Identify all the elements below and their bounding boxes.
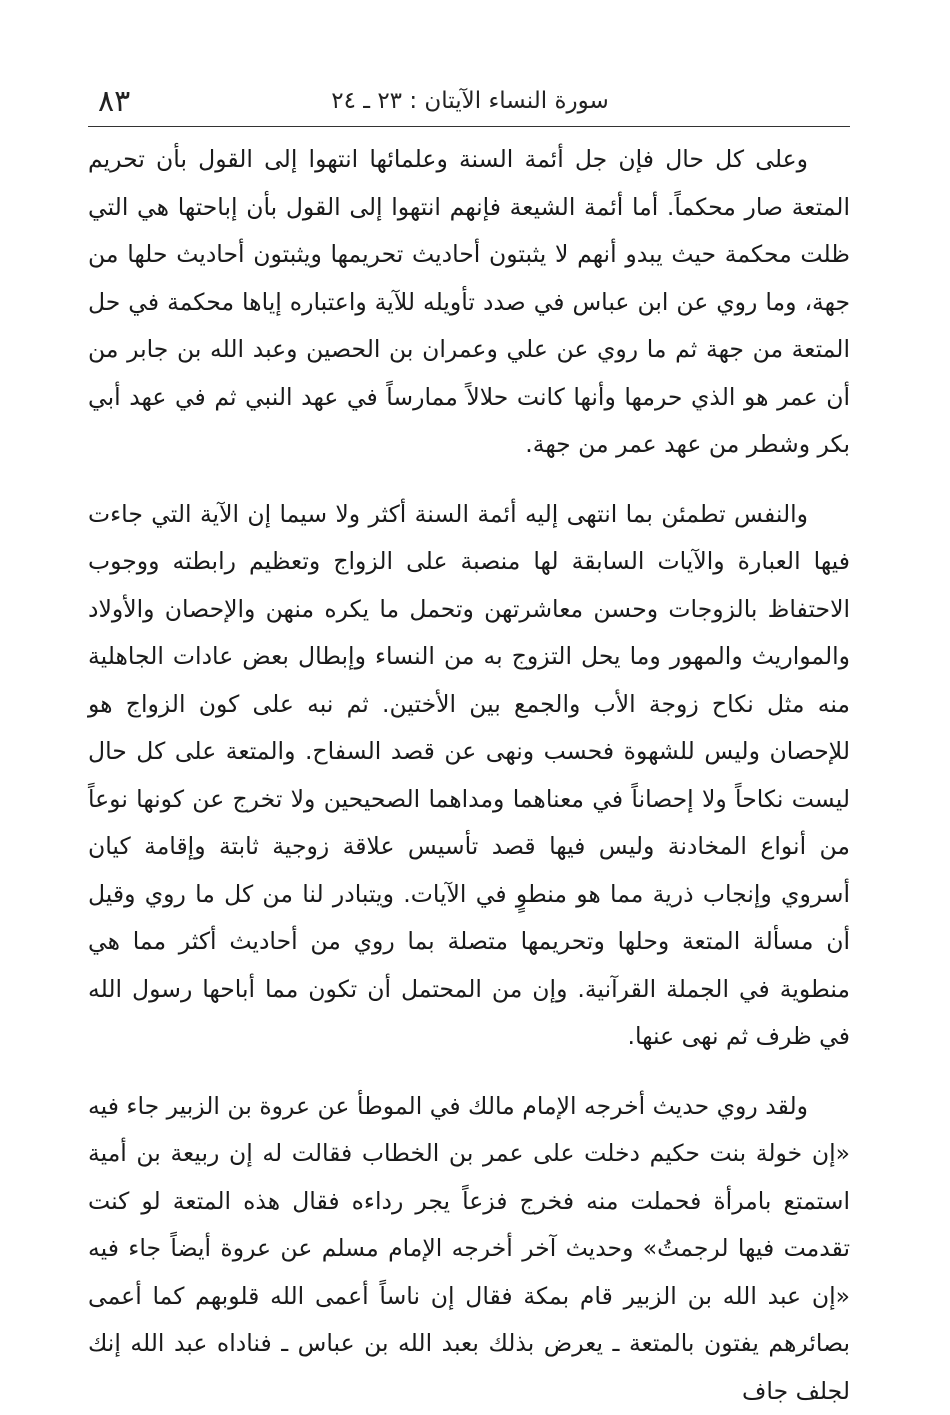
paragraph-3: ولقد روي حديث أخرجه الإمام مالك في الموطأ عن عروة بن الزبير جاء فيه «إن خولة بنت حكيم دخلت على عمر بن الخطاب فقالت له إن ربيعة بن أمية استمتع بامرأة فحملت منه فخرج فزعاً يجر رداءه فقال هذه المتعة لو كنت تقدمت فيها لرجمتُ» وحديث آخر أخرجه الإمام مسلم عن عروة أيضاً جاء فيه «إن عبد الله بن الزبير قام بمكة فقال إن ناساً أعمى الله قلوبهم كما أعمى بصائرهم يفتون بالمتعة ـ يعرض بذلك بعبد الله بن عباس ـ فناداه عبد الله إنك لجلف جاف [88, 1083, 850, 1415]
running-title: سورة النساء الآيتان : ٢٣ ـ ٢٤ [290, 88, 650, 114]
page-header [90, 80, 850, 124]
page-number: ٨٣ [98, 84, 130, 119]
paragraph-1: وعلى كل حال فإن جل أئمة السنة وعلمائها انتهوا إلى القول بأن تحريم المتعة صار محكماً. أما أئمة الشيعة فإنهم انتهوا إلى القول بأن إباحتها هي التي ظلت محكمة حيث يبدو أنهم لا يثبتون أحاديث تحريمها ويثبتون أحاديث حلها من جهة، وما روي عن ابن عباس في صدد تأويله للآية واعتباره إياها محكمة في حل المتعة من جهة ثم ما روي عن علي وعمران بن الحصين وعبد الله بن جابر من أن عمر هو الذي حرمها وأنها كانت حلالاً ممارساً في عهد النبي ثم في عهد أبي بكر وشطر من عهد عمر من جهة. [88, 136, 850, 469]
paragraph-2: والنفس تطمئن بما انتهى إليه أئمة السنة أكثر ولا سيما إن الآية التي جاءت فيها العبارة والآيات السابقة لها منصبة على الزواج وتعظيم رابطته ووجوب الاحتفاظ بالزوجات وحسن معاشرتهن وتحمل ما يكره منهن والإحصان والأولاد والمواريث والمهور وما يحل التزوج به من النساء وإبطال بعض عادات الجاهلية منه مثل نكاح زوجة الأب والجمع بين الأختين. ثم نبه على كون الزواج هو للإحصان وليس للشهوة فحسب ونهى عن قصد السفاح. والمتعة على كل حال ليست نكاحاً ولا إحصاناً في معناهما ومداهما الصحيحين ولا تخرج عن كونها نوعاً من أنواع المخادنة وليس فيها قصد تأسيس علاقة زوجية ثابتة وإقامة كيان أسروي وإنجاب ذرية مما هو منطوٍ في الآيات. ويتبادر لنا من كل ما روي وقيل أن مسألة المتعة وحلها وتحريمها متصلة بما روي من أحاديث أكثر مما هي منطوية في الجملة القرآنية. وإن من المحتمل أن تكون مما أباحها رسول الله في ظرف ثم نهى عنها. [88, 491, 850, 1061]
header-divider [88, 126, 850, 127]
body-text [88, 136, 850, 1415]
